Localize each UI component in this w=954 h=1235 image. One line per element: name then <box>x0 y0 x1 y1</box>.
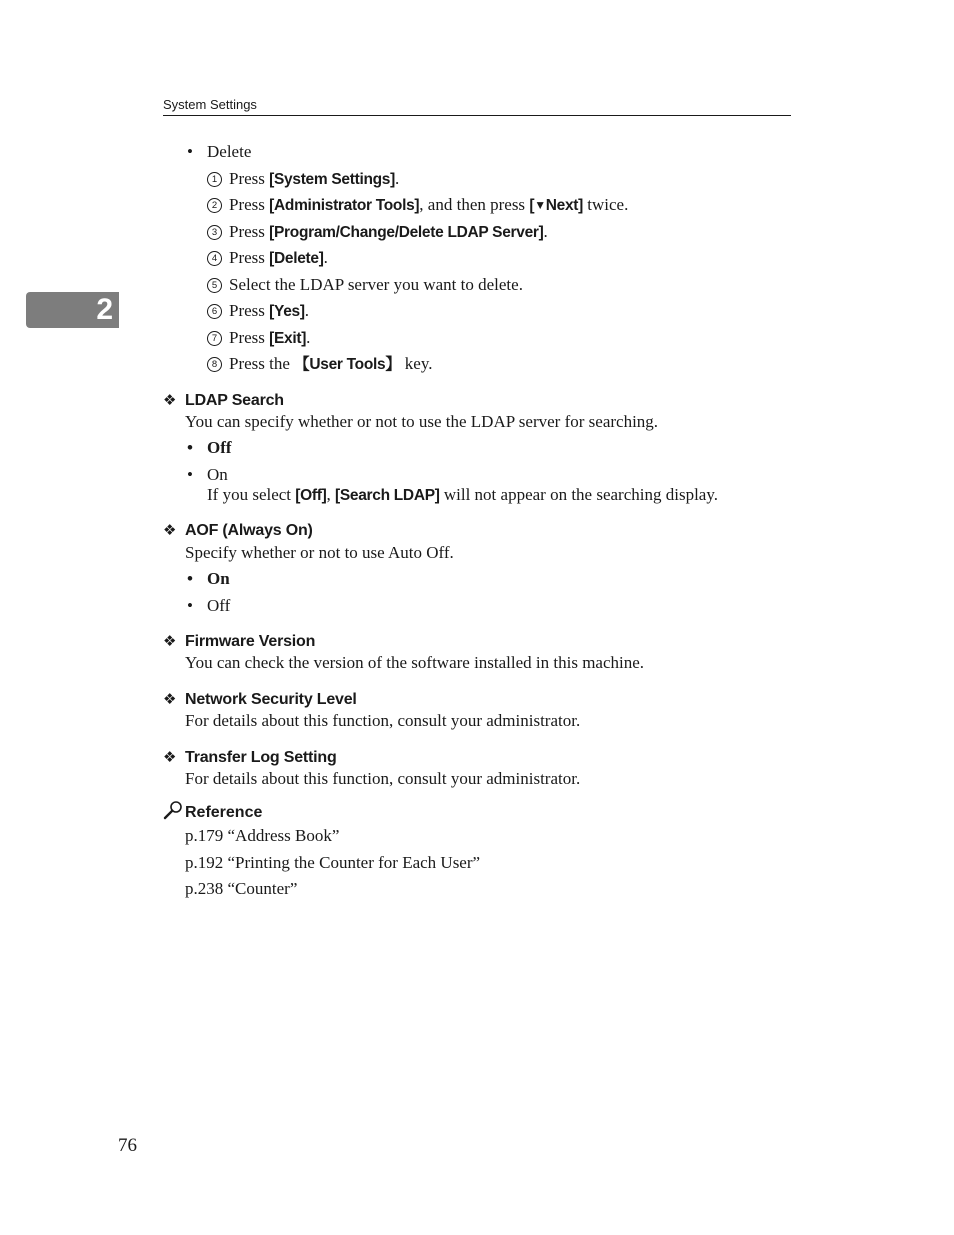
header-title: System Settings <box>163 97 257 112</box>
key-system-settings: [System Settings] <box>269 171 395 188</box>
heading-label: AOF (Always On) <box>185 522 313 539</box>
reference-link[interactable]: p.179 “Address Book” <box>185 826 340 845</box>
option-label: On <box>207 465 228 484</box>
step-text: . <box>543 222 548 241</box>
diamond-bullet-icon: ❖ <box>163 749 177 766</box>
step-text: Select the LDAP server you want to delete. <box>229 275 523 294</box>
key-delete: [Delete] <box>269 250 324 267</box>
reference-link[interactable]: p.192 “Printing the Counter for Each User” <box>185 853 481 872</box>
chapter-tab <box>26 292 119 328</box>
step-number-1: 1 <box>207 172 222 187</box>
heading-label: Network Security Level <box>185 691 357 708</box>
heading-label: LDAP Search <box>185 392 284 409</box>
step-text: Press <box>229 169 270 188</box>
option-label: Off <box>207 438 232 457</box>
step-text: Press the <box>229 354 295 373</box>
ldap-option-on <box>207 465 228 485</box>
step-3 <box>211 222 548 243</box>
firmware-description: You can check the version of the software installed in this machine. <box>185 653 645 672</box>
key-user-tools: 【User Tools】 <box>294 356 401 373</box>
step-text: Press <box>229 195 270 214</box>
running-header <box>163 96 791 116</box>
aof-description: Specify whether or not to use Auto Off. <box>185 543 454 562</box>
reference-link[interactable]: p.238 “Counter” <box>185 879 298 898</box>
chapter-number: 2 <box>96 293 113 326</box>
step-5 <box>211 275 523 295</box>
ldap-search-description: You can specify whether or not to use the LDAP server for searching. <box>185 412 659 431</box>
step-6 <box>211 301 309 322</box>
key-next <box>529 197 583 214</box>
step-text: , and then press <box>419 195 530 214</box>
transfer-log-description: For details about this function, consult your administrator. <box>185 769 581 788</box>
aof-option-on <box>207 569 230 589</box>
page-number: 76 <box>118 1135 137 1156</box>
step-text: . <box>394 169 400 188</box>
section-heading-firmware <box>163 632 316 652</box>
option-label: Off <box>207 596 231 615</box>
key-program-change-delete-ldap: [Program/Change/Delete LDAP Server] <box>269 224 544 241</box>
heading-label: Transfer Log Setting <box>185 749 337 766</box>
step-text: Press <box>229 328 270 347</box>
key-search-ldap: [Search LDAP] <box>334 487 440 504</box>
network-security-description: For details about this function, consult your administrator. <box>185 711 581 730</box>
option-label: On <box>207 569 230 588</box>
key-exit: [Exit] <box>269 330 307 347</box>
step-number-7: 7 <box>207 331 222 346</box>
key-off: [Off] <box>295 487 327 504</box>
delete-bullet-label: Delete <box>207 142 252 161</box>
step-number-5: 5 <box>207 278 222 293</box>
aof-option-off <box>207 596 230 616</box>
section-heading-aof <box>163 521 313 541</box>
ldap-option-off <box>207 438 232 458</box>
step-text: . <box>323 248 328 267</box>
delete-bullet <box>207 142 251 162</box>
section-heading-network-security <box>163 690 357 710</box>
diamond-bullet-icon: ❖ <box>163 633 177 650</box>
step-text: twice. <box>583 195 629 214</box>
key-yes: [Yes] <box>269 303 305 320</box>
heading-label: Firmware Version <box>185 633 316 650</box>
note-text: , <box>326 485 335 504</box>
step-number-8: 8 <box>207 357 222 372</box>
magnifier-icon <box>163 800 185 822</box>
step-text: Press <box>229 222 270 241</box>
step-text: Press <box>229 301 270 320</box>
step-text: Press <box>229 248 270 267</box>
step-2 <box>211 195 629 216</box>
section-heading-ldap-search <box>163 391 284 411</box>
step-number-2: 2 <box>207 198 222 213</box>
step-1 <box>211 169 400 190</box>
diamond-bullet-icon: ❖ <box>163 691 177 708</box>
key-next-bracket: [ <box>529 197 535 214</box>
ldap-search-note <box>207 485 718 506</box>
note-text: will not appear on the searching display. <box>439 485 718 504</box>
step-8 <box>211 354 433 375</box>
step-text: . <box>304 301 309 320</box>
diamond-bullet-icon: ❖ <box>163 522 177 539</box>
step-7 <box>211 328 311 349</box>
diamond-bullet-icon: ❖ <box>163 392 177 409</box>
step-number-3: 3 <box>207 225 222 240</box>
step-text: . <box>306 328 311 347</box>
reference-heading: Reference <box>185 804 263 821</box>
step-text: key. <box>400 354 433 373</box>
key-administrator-tools: [Administrator Tools] <box>269 197 420 214</box>
step-number-4: 4 <box>207 251 222 266</box>
step-number-6: 6 <box>207 304 222 319</box>
step-4 <box>211 248 328 269</box>
section-heading-transfer-log <box>163 748 337 768</box>
down-triangle-icon: ▼ <box>534 198 546 212</box>
note-text: If you select <box>207 485 296 504</box>
key-next-label: Next] <box>545 197 584 214</box>
